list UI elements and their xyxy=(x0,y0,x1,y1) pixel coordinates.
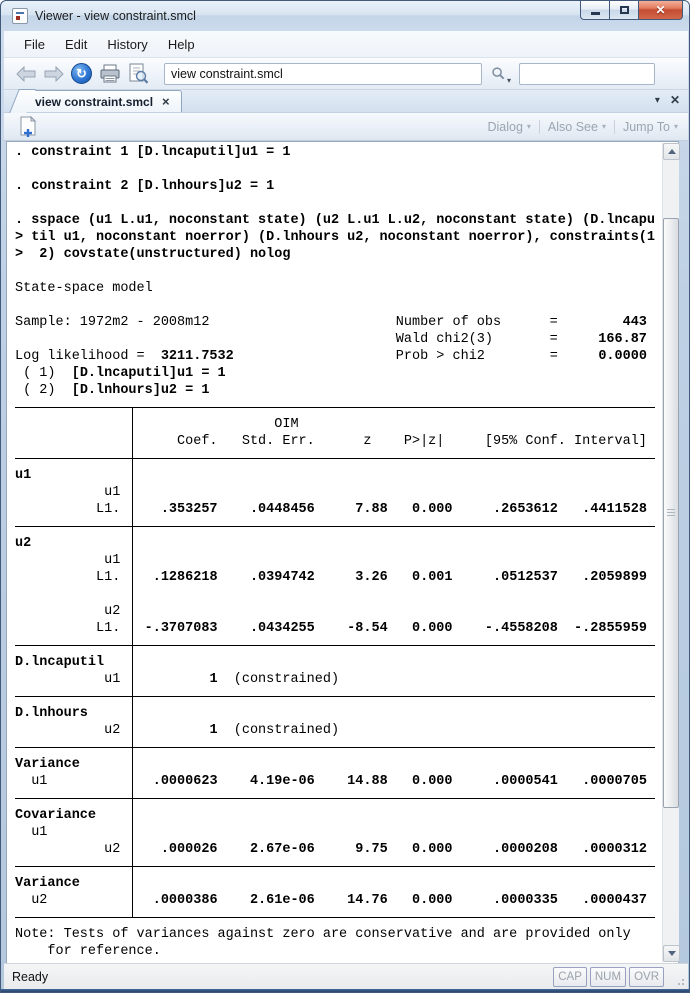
output-line: u2 1 (constrained) xyxy=(15,723,340,738)
num-lock-indicator: NUM xyxy=(590,967,626,987)
table-column-divider xyxy=(132,407,133,918)
maximize-icon xyxy=(620,6,629,14)
output-line xyxy=(15,297,655,314)
jump-to-label: Jump To xyxy=(622,119,670,134)
output-line: > 2) covstate(unstructured) nolog xyxy=(15,247,291,262)
output-line: Sample: 1972m2 - 2008m12 Number of obs = 443 xyxy=(15,315,647,330)
tab-close-icon[interactable]: × xyxy=(162,94,170,109)
menu-history[interactable]: History xyxy=(107,36,148,52)
dialog-label: Dialog xyxy=(487,119,523,134)
tab-label: view constraint.smcl xyxy=(35,94,154,109)
vertical-scrollbar[interactable] xyxy=(662,143,679,962)
output-line: Coef. Std. Err. z P>|z| [95% Conf. Interval] xyxy=(15,434,647,449)
new-document-icon xyxy=(18,116,38,138)
table-rule xyxy=(15,518,655,535)
output-line: Variance xyxy=(15,757,80,772)
output-line xyxy=(15,586,655,603)
table-rule xyxy=(15,450,655,467)
output-line: ( 1) [D.lncaputil]u1 = 1 xyxy=(15,366,226,381)
output-line: u1 xyxy=(15,468,32,483)
separator xyxy=(614,120,615,134)
search-input[interactable] xyxy=(519,63,655,85)
table-rule xyxy=(15,688,655,705)
window-title: Viewer - view constraint.smcl xyxy=(35,9,196,23)
toolbar xyxy=(4,58,688,90)
output-line xyxy=(15,195,655,212)
output-line: OIM xyxy=(15,417,299,432)
output-line xyxy=(15,263,655,280)
output-line: > til u1, noconstant noerror) (D.lnhours u2, noconstant noerror), constraints(1 xyxy=(15,230,656,245)
output-line: u1 xyxy=(15,825,48,840)
smcl-document xyxy=(7,142,661,962)
also-see-label: Also See xyxy=(547,119,598,134)
forward-icon xyxy=(43,66,65,82)
output-line: u2 .0000386 2.61e-06 14.76 0.000 .0000335 .0000437 xyxy=(15,893,647,908)
chevron-down-icon: ▾ xyxy=(673,122,678,131)
output-line: D.lnhours xyxy=(15,706,88,721)
search-dropdown-button[interactable] xyxy=(490,61,512,87)
output-line: Covariance xyxy=(15,808,97,823)
scroll-up-button[interactable] xyxy=(663,143,680,160)
close-viewer-icon[interactable]: ✕ xyxy=(669,93,680,107)
smcl-output xyxy=(15,144,655,960)
output-line: u1 xyxy=(15,485,121,500)
separator xyxy=(539,120,540,134)
chevron-down-icon: ▾ xyxy=(526,122,531,131)
table-rule xyxy=(15,790,655,807)
table-rule xyxy=(15,909,655,926)
open-log-button[interactable] xyxy=(14,114,41,140)
scrollbar-thumb[interactable] xyxy=(663,218,679,808)
output-line: Variance xyxy=(15,876,80,891)
dialog-button[interactable] xyxy=(487,120,530,134)
output-line: . constraint 2 [D.lnhours]u2 = 1 xyxy=(15,179,275,194)
minimize-button[interactable] xyxy=(580,1,609,20)
document-frame xyxy=(6,141,679,963)
scroll-down-button[interactable] xyxy=(663,945,680,962)
output-line: u2 xyxy=(15,604,121,619)
caps-lock-indicator: CAP xyxy=(553,967,587,987)
menu-edit[interactable]: Edit xyxy=(64,36,88,52)
refresh-icon: ↻ xyxy=(71,63,92,84)
title-bar xyxy=(1,1,690,31)
menu-help[interactable]: Help xyxy=(167,36,195,52)
chevron-down-icon: ▾ xyxy=(506,75,511,85)
output-line: L1. .353257 .0448456 7.88 0.000 .2653612 .4411528 xyxy=(15,502,647,517)
tab-view-constraint[interactable] xyxy=(22,90,182,112)
scroll-down-icon xyxy=(668,951,676,956)
forward-button[interactable] xyxy=(40,61,67,87)
action-bar xyxy=(4,113,688,141)
keyboard-indicators xyxy=(553,967,664,987)
output-line: u1 .0000623 4.19e-06 14.88 0.000 .0000541 .0000705 xyxy=(15,774,647,789)
address-input[interactable] xyxy=(164,63,482,85)
print-icon xyxy=(99,64,121,84)
output-line: . sspace (u1 L.u1, noconstant state) (u2 L.u1 L.u2, noconstant state) (D.lncapu xyxy=(15,213,656,228)
output-line: Note: Tests of variances against zero are conservative and are provided only xyxy=(15,927,631,942)
output-line: . constraint 1 [D.lncaputil]u1 = 1 xyxy=(15,145,291,160)
output-line: u2 xyxy=(15,536,32,551)
table-rule xyxy=(15,637,655,654)
output-line: ( 2) [D.lnhours]u2 = 1 xyxy=(15,383,210,398)
output-line xyxy=(15,161,655,178)
output-line: Wald chi2(3) = 166.87 xyxy=(15,332,647,347)
output-line: u2 .000026 2.67e-06 9.75 0.000 .0000208 .0000312 xyxy=(15,842,647,857)
table-rule xyxy=(15,739,655,756)
table-rule xyxy=(15,858,655,875)
close-icon: ✕ xyxy=(655,3,666,17)
menu-file[interactable]: File xyxy=(24,36,45,52)
table-rule xyxy=(15,399,655,416)
window-controls xyxy=(580,1,683,20)
overwrite-indicator: OVR xyxy=(629,967,664,987)
resize-grip[interactable] xyxy=(674,975,684,985)
also-see-button[interactable] xyxy=(548,120,606,134)
back-icon xyxy=(15,66,37,82)
app-icon xyxy=(12,8,28,24)
output-line: L1. -.3707083 .0434255 -8.54 0.000 -.4558208 -.2855959 xyxy=(15,621,647,636)
output-line: L1. .1286218 .0394742 3.26 0.001 .0512537 .2059899 xyxy=(15,570,647,585)
scroll-up-icon xyxy=(668,149,676,154)
tab-bar xyxy=(4,90,688,113)
jump-to-button[interactable] xyxy=(623,120,678,134)
window-frame-bottom xyxy=(1,989,690,993)
status-bar xyxy=(4,963,688,989)
menu-bar xyxy=(4,31,688,58)
find-button[interactable] xyxy=(124,61,151,87)
chevron-down-icon: ▾ xyxy=(601,122,606,131)
maximize-button[interactable] xyxy=(609,1,638,20)
search-icon xyxy=(491,66,506,81)
back-button[interactable] xyxy=(12,61,39,87)
print-button[interactable] xyxy=(96,61,123,87)
status-text: Ready xyxy=(12,969,49,984)
refresh-button[interactable] xyxy=(68,61,95,87)
minimize-icon xyxy=(591,12,600,15)
find-in-page-icon xyxy=(127,63,149,85)
output-line: Log likelihood = 3211.7532 Prob > chi2 = 0.0000 xyxy=(15,349,647,364)
output-line: u1 1 (constrained) xyxy=(15,672,340,687)
output-line: State-space model xyxy=(15,281,153,296)
tab-list-dropdown[interactable]: ▾ xyxy=(654,94,660,106)
output-line: for reference. xyxy=(15,944,161,959)
output-line: u1 xyxy=(15,553,121,568)
output-line: D.lncaputil xyxy=(15,655,105,670)
close-button[interactable] xyxy=(638,1,683,20)
